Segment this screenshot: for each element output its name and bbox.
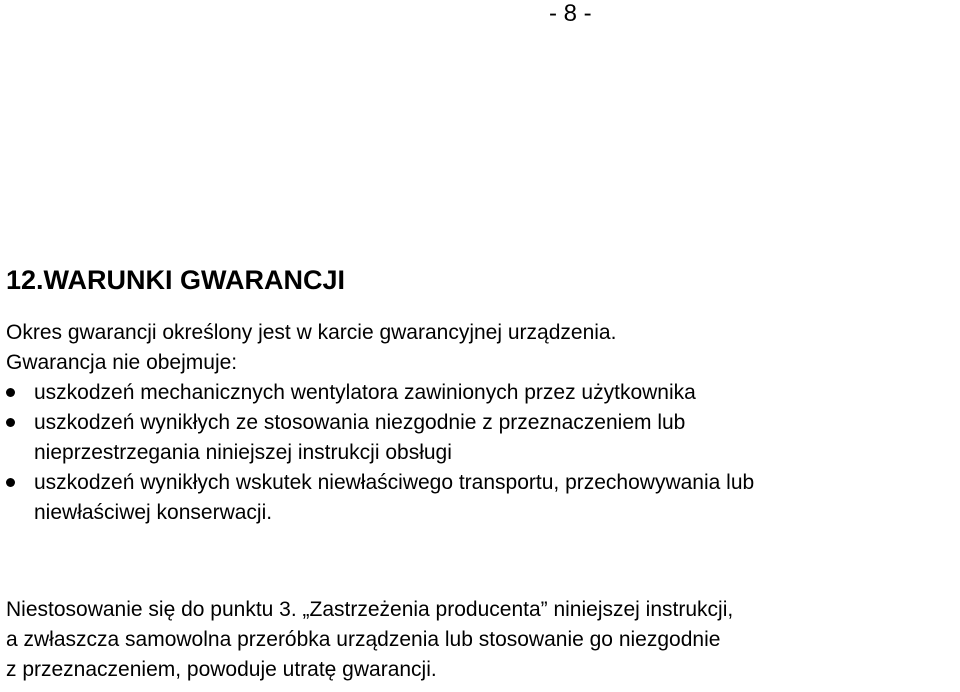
list-item [6, 408, 754, 468]
list-item-text: uszkodzeń mechanicznych wentylatora zawinionych przez użytkownika [34, 381, 696, 404]
exclusions-list [6, 378, 754, 528]
page-number: - 8 - [549, 0, 592, 27]
intro-paragraph [6, 318, 616, 378]
warranty-void-paragraph [6, 595, 733, 685]
intro-line: Okres gwarancji określony jest w karcie gwarancyjnej urządzenia. [6, 321, 617, 344]
list-item [6, 468, 754, 528]
outro-line: a zwłaszcza samowolna przeróbka urządzenia lub stosowanie go niezgodnie [6, 628, 721, 651]
bullet-icon [6, 418, 15, 427]
outro-line: z przeznaczeniem, powoduje utratę gwarancji. [6, 658, 437, 681]
section-title: 12.WARUNKI GWARANCJI [6, 265, 346, 295]
bullet-icon [6, 388, 15, 397]
list-item-text: niewłaściwej konserwacji. [34, 501, 273, 524]
list-item-text: uszkodzeń wynikłych ze stosowania niezgodnie z przeznaczeniem lub [34, 411, 686, 434]
list-item-text: nieprzestrzegania niniejszej instrukcji obsługi [34, 441, 452, 464]
list-item-text: uszkodzeń wynikłych wskutek niewłaściwego transportu, przechowywania lub [34, 471, 755, 494]
list-item [6, 378, 754, 408]
intro-line: Gwarancja nie obejmuje: [6, 351, 238, 374]
outro-line: Niestosowanie się do punktu 3. „Zastrzeżenia producenta” niniejszej instrukcji, [6, 598, 734, 621]
bullet-icon [6, 478, 15, 487]
